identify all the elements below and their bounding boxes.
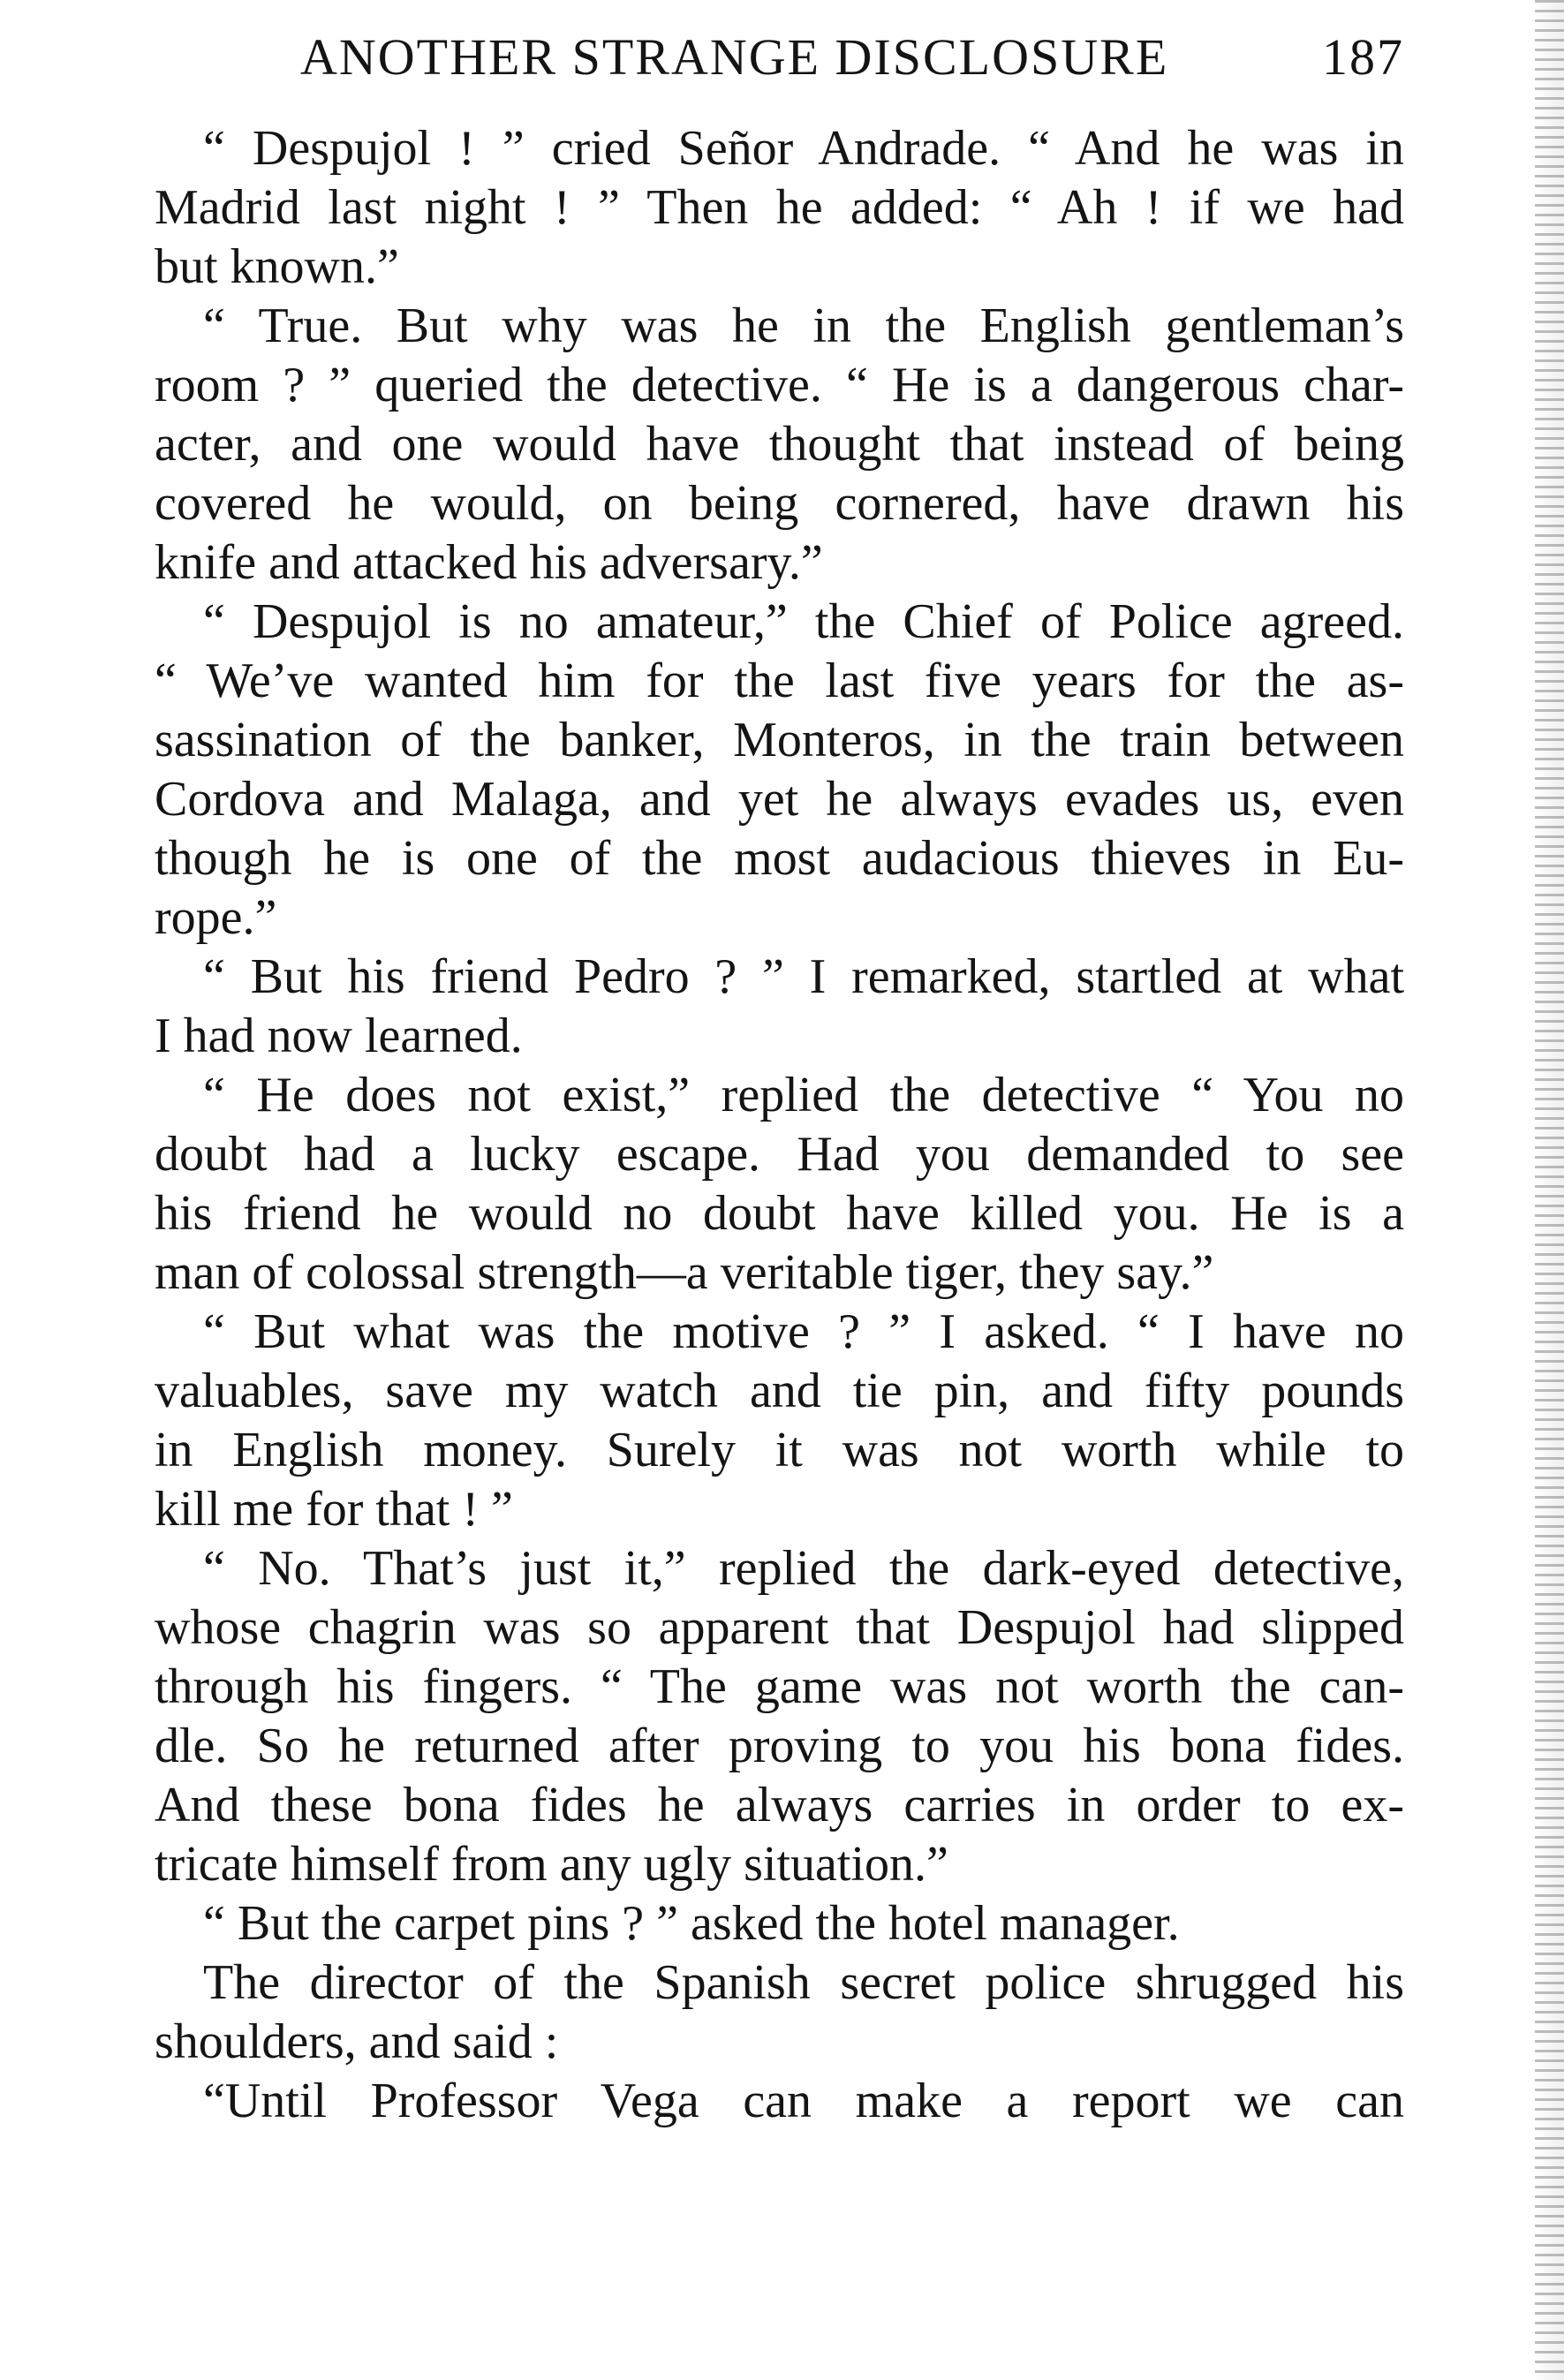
text-line: man of colossal strength—a veritable tiger, they say.”: [155, 1245, 1214, 1300]
text-line: in English money. Surely it was not worth while to: [155, 1423, 1404, 1477]
page-number: 187: [1322, 28, 1404, 86]
text-line: whose chagrin was so apparent that Despujol had slipped: [155, 1600, 1404, 1655]
text-line: rope.”: [155, 890, 277, 945]
text-line: “ But his friend Pedro ? ” I remarked, startled at what: [203, 949, 1404, 1004]
page-header: [300, 26, 1404, 88]
text-line: kill me for that ! ”: [155, 1482, 513, 1537]
text-line: “ But what was the motive ? ” I asked. “ I have no: [203, 1304, 1404, 1359]
text-line: “ But the carpet pins ? ” asked the hotel manager.: [203, 1896, 1180, 1951]
text-line: “ Despujol ! ” cried Señor Andrade. “ And he was in: [203, 121, 1404, 176]
text-line: And these bona fides he always carries in order to ex-: [155, 1778, 1404, 1832]
text-line: acter, and one would have thought that instead of being: [155, 417, 1404, 472]
text-line: “ No. That’s just it,” replied the dark-eyed detective,: [203, 1541, 1404, 1596]
text-line: but known.”: [155, 239, 399, 294]
text-line: room ? ” queried the detective. “ He is a dangerous char-: [155, 358, 1404, 412]
page-edge-scan-artifact: [1535, 0, 1564, 2380]
text-line: knife and attacked his adversary.”: [155, 535, 823, 590]
text-line: covered he would, on being cornered, have drawn his: [155, 476, 1404, 531]
text-line: Madrid last night ! ” Then he added: “ Ah ! if we had: [155, 180, 1404, 235]
text-line: sassination of the banker, Monteros, in the train between: [155, 713, 1404, 767]
text-line: shoulders, and said :: [155, 2014, 559, 2069]
body-text: [155, 119, 1404, 2131]
text-line: The director of the Spanish secret police shrugged his: [203, 1955, 1404, 2010]
text-line: “ He does not exist,” replied the detective “ You no: [203, 1068, 1404, 1122]
text-line: “ Despujol is no amateur,” the Chief of Police agreed.: [203, 594, 1404, 649]
text-line: dle. So he returned after proving to you his bona fides.: [155, 1719, 1404, 1773]
running-head: ANOTHER STRANGE DISCLOSURE: [300, 28, 1169, 86]
text-line: tricate himself from any ugly situation.”: [155, 1837, 948, 1892]
text-line: valuables, save my watch and tie pin, and fifty pounds: [155, 1364, 1404, 1418]
text-line: through his fingers. “ The game was not worth the can-: [155, 1659, 1404, 1714]
text-line: “ We’ve wanted him for the last five years for the as-: [155, 654, 1404, 708]
text-line: his friend he would no doubt have killed you. He is a: [155, 1186, 1404, 1241]
text-line: I had now learned.: [155, 1009, 523, 1063]
text-line: though he is one of the most audacious thieves in Eu-: [155, 831, 1404, 886]
text-line: doubt had a lucky escape. Had you demanded to see: [155, 1127, 1404, 1182]
text-line: “Until Professor Vega can make a report we can: [203, 2074, 1404, 2128]
text-line: “ True. But why was he in the English gentleman’s: [203, 298, 1404, 353]
text-line: Cordova and Malaga, and yet he always evades us, even: [155, 772, 1404, 827]
